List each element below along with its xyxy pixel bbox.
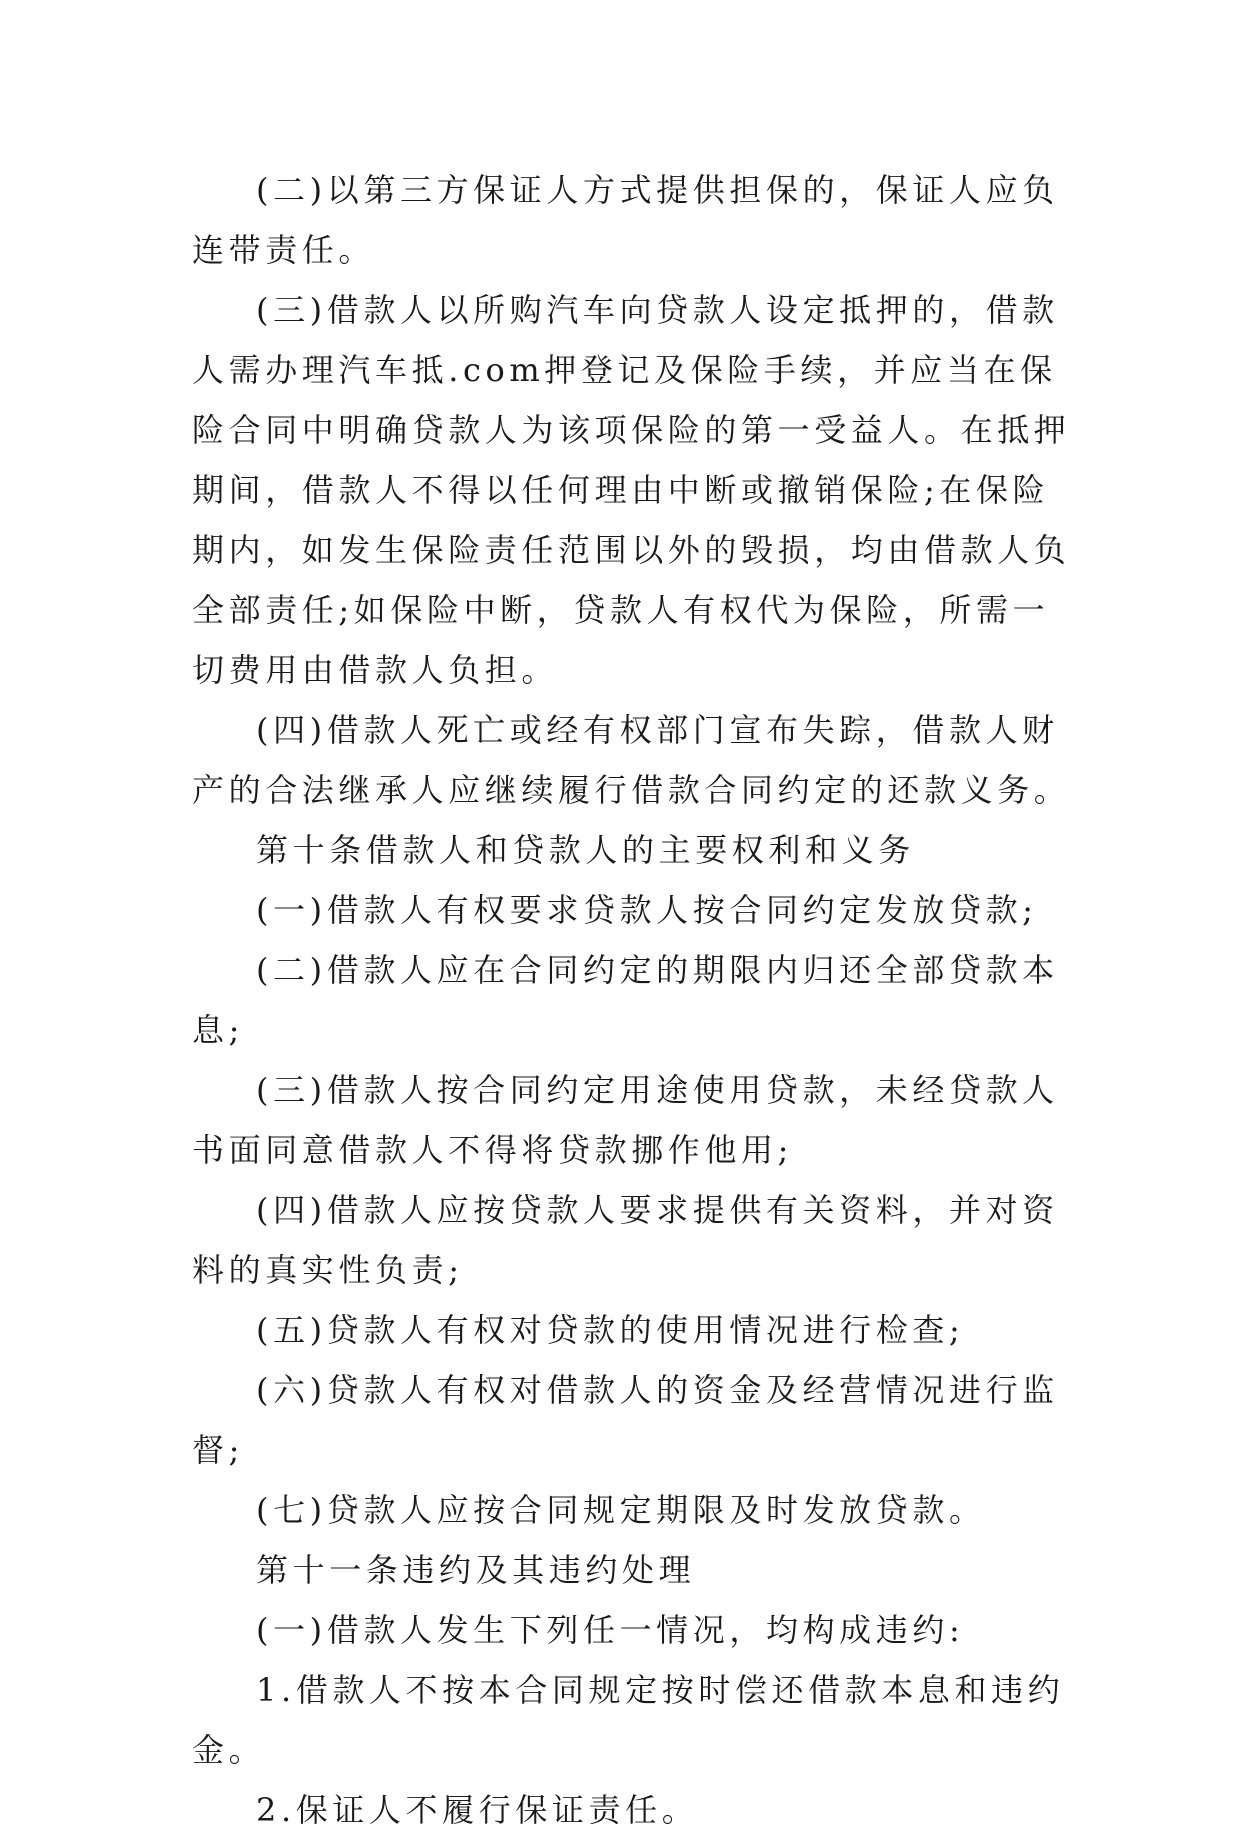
document-body <box>192 160 1072 1840</box>
paragraph: (五)贷款人有权对贷款的使用情况进行检查; <box>256 1311 965 1349</box>
paragraph: (六)贷款人有权对借款人的资金及经营情况进行监督; <box>192 1371 1059 1469</box>
section-heading: 第十一条违约及其违约处理 <box>256 1551 696 1589</box>
paragraph: (四)借款人应按贷款人要求提供有关资料，并对资料的真实性负责; <box>192 1191 1059 1289</box>
paragraph: (七)贷款人应按合同规定期限及时发放贷款。 <box>256 1491 986 1529</box>
paragraph: (三)借款人按合同约定用途使用贷款，未经贷款人书面同意借款人不得将贷款挪作他用; <box>192 1071 1059 1169</box>
paragraph: (四)借款人死亡或经有权部门宣布失踪，借款人财产的合法继承人应继续履行借款合同约定的还款义务。 <box>192 711 1071 809</box>
section-heading: 第十条借款人和贷款人的主要权利和义务 <box>256 831 915 869</box>
paragraph: (二)以第三方保证人方式提供担保的，保证人应负连带责任。 <box>192 171 1059 269</box>
paragraph: (一)借款人有权要求贷款人按合同约定发放贷款; <box>256 891 1038 929</box>
paragraph: (二)借款人应在合同约定的期限内归还全部贷款本息; <box>192 951 1059 1049</box>
list-item: 2.保证人不履行保证责任。 <box>256 1791 699 1829</box>
list-item: 1.借款人不按本合同规定按时偿还借款本息和违约金。 <box>192 1671 1065 1769</box>
paragraph: (一)借款人发生下列任一情况，均构成违约: <box>256 1611 965 1649</box>
paragraph: (三)借款人以所购汽车向贷款人设定抵押的，借款人需办理汽车抵.com押登记及保险手续，并应当在保险合同中明确贷款人为该项保险的第一受益人。在抵押期间，借款人不得以任何理由中断或撤销保险;在保险期内，如发生保险责任范围以外的毁损，均由借款人负全部责任;如保险中断，贷款人有权代为保险，所需一切费用由借款人负担。 <box>192 291 1071 689</box>
